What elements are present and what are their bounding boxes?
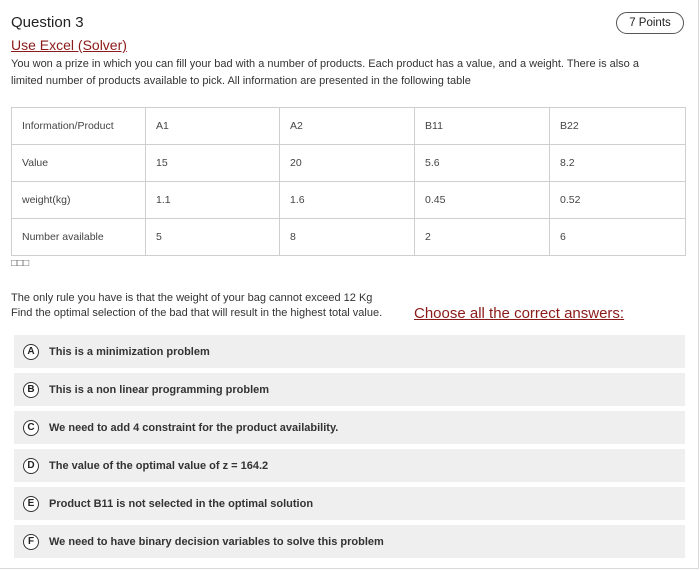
table-header-cell: A2 [280, 108, 415, 145]
table-cell: 0.52 [550, 182, 686, 219]
option-letter-badge[interactable]: B [23, 382, 39, 398]
answer-option-d[interactable] [14, 449, 685, 482]
option-text: We need to have binary decision variables to solve this problem [49, 535, 384, 548]
intro-line: You won a prize in which you can fill your bad with a number of products. Each product has a value, and a weight. There is also a [11, 58, 639, 70]
intro-line: limited number of products available to pick. All information are presented in the following table [11, 75, 471, 87]
table-cell: 1.1 [146, 182, 280, 219]
table-cell: 8.2 [550, 145, 686, 182]
table-row [12, 219, 686, 256]
rule-line: The only rule you have is that the weight of your bag cannot exceed 12 Kg [11, 292, 373, 304]
option-text: Product B11 is not selected in the optimal solution [49, 497, 314, 510]
table-cell: 2 [415, 219, 550, 256]
answer-option-a[interactable] [14, 335, 685, 368]
answer-option-c[interactable] [14, 411, 685, 444]
question-title: Question 3 [11, 14, 84, 31]
table-row [12, 145, 686, 182]
option-letter-badge[interactable]: F [23, 534, 39, 550]
table-header-row [12, 108, 686, 145]
answer-option-b[interactable] [14, 373, 685, 406]
table-cell: 5.6 [415, 145, 550, 182]
question-subtitle: Use Excel (Solver) [11, 37, 127, 53]
rule-text [11, 291, 382, 321]
option-text: We need to add 4 constraint for the product availability. [49, 421, 339, 434]
option-text: This is a minimization problem [49, 345, 210, 358]
question-intro [11, 56, 681, 90]
option-text: This is a non linear programming problem [49, 383, 270, 396]
table-cell: weight(kg) [12, 182, 146, 219]
points-badge: 7 Points [616, 12, 684, 34]
option-letter-badge[interactable]: C [23, 420, 39, 436]
choose-instruction: Choose all the correct answers: [414, 305, 625, 322]
table-cell: Number available [12, 219, 146, 256]
table-row [12, 182, 686, 219]
answer-option-e[interactable] [14, 487, 685, 520]
option-letter-badge[interactable]: D [23, 458, 39, 474]
table-cell: 5 [146, 219, 280, 256]
table-header-cell: Information/Product [12, 108, 146, 145]
rule-line: Find the optimal selection of the bad that will result in the highest total value. [11, 307, 383, 319]
option-letter-badge[interactable]: A [23, 344, 39, 360]
table-header-cell: B22 [550, 108, 686, 145]
table-cell: 8 [280, 219, 415, 256]
table-header-cell: A1 [146, 108, 280, 145]
table-cell: 20 [280, 145, 415, 182]
placeholder-boxes: □□□ [11, 258, 30, 269]
answer-option-f[interactable] [14, 525, 685, 558]
table-header-cell: B11 [415, 108, 550, 145]
option-text: The value of the optimal value of z = 164.2 [49, 459, 269, 472]
table-cell: 6 [550, 219, 686, 256]
table-cell: 15 [146, 145, 280, 182]
product-table [11, 107, 686, 256]
table-cell: Value [12, 145, 146, 182]
option-letter-badge[interactable]: E [23, 496, 39, 512]
table-cell: 1.6 [280, 182, 415, 219]
table-cell: 0.45 [415, 182, 550, 219]
